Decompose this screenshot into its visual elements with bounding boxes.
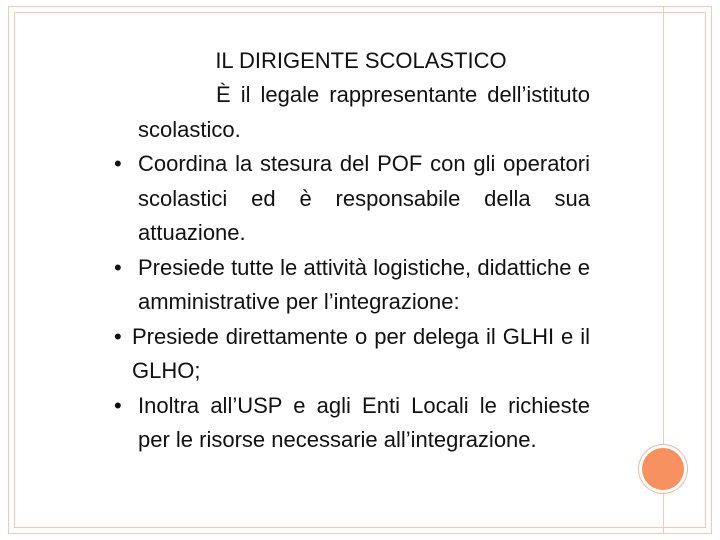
decorative-circle-icon <box>642 448 684 490</box>
bullet-dot: • <box>114 254 122 280</box>
bullet-item <box>112 389 590 458</box>
slide-lead-text: È il legale rappresentante dell’istituto scolastico. <box>138 82 590 142</box>
bullet-item <box>112 251 590 320</box>
bullet-text: Presiede direttamente o per delega il GLHI e il GLHO; <box>132 323 590 383</box>
bullet-dot: • <box>114 151 122 176</box>
bullet-text: Inoltra all’USP e agli Enti Locali le richieste per le risorse necessarie all’integrazione. <box>138 392 590 452</box>
slide-title: IL DIRIGENTE SCOLASTICO <box>215 48 507 73</box>
bullet-item <box>112 147 590 251</box>
bullet-text: Presiede tutte le attività logistiche, didattiche e amministrative per l’integrazione: <box>138 254 590 314</box>
slide-content <box>112 44 590 458</box>
bullet-list <box>112 147 590 458</box>
bullet-dot: • <box>114 392 122 418</box>
decorative-vertical-line-lower <box>663 486 664 534</box>
decorative-vertical-line <box>663 6 664 450</box>
bullet-text: Coordina la stesura del POF con gli operatori scolastici ed è responsabile della sua attuazione. <box>138 151 590 245</box>
bullet-item <box>112 320 590 389</box>
bullet-dot: • <box>114 323 122 349</box>
